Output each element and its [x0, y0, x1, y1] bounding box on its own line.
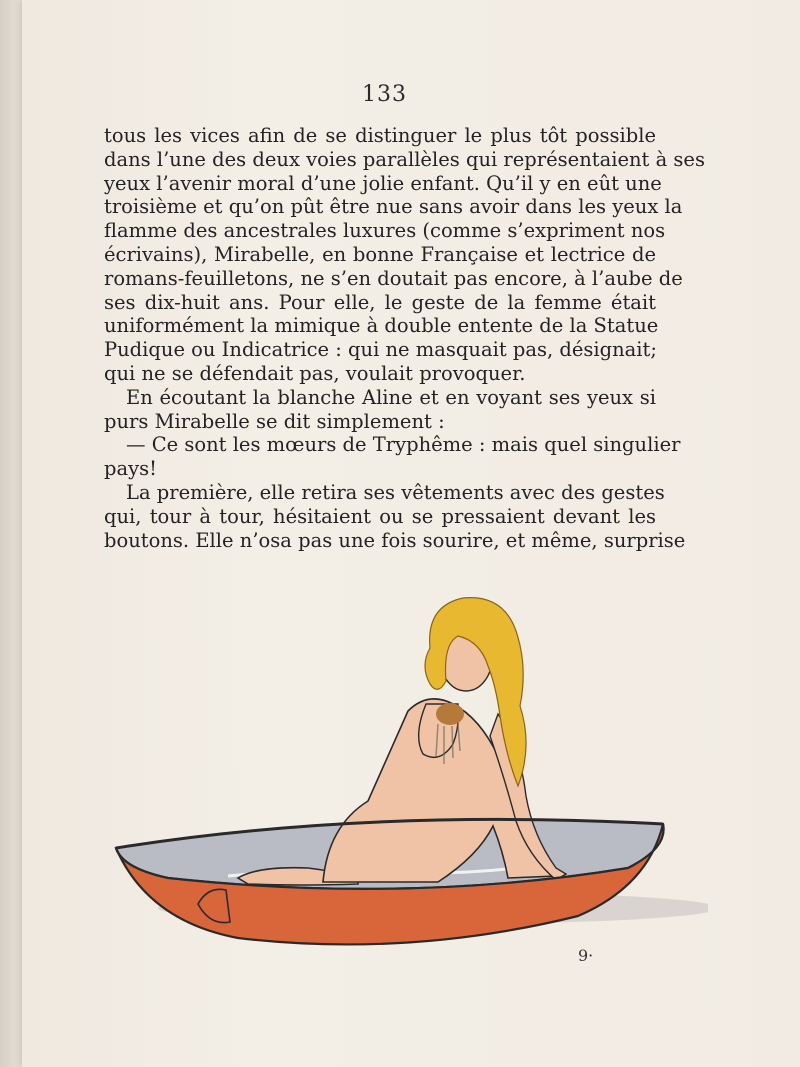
page-number: 133	[362, 82, 407, 107]
text-line: uniformément la mimique à double entente de la Statue	[104, 314, 659, 338]
text-line: dans l’une des deux voies parallèles qui représentaient à ses	[104, 147, 705, 171]
text-line: En écoutant la blanche Aline et en voyant ses yeux si	[126, 385, 656, 409]
text-line: tous les vices afin de se distinguer le plus tôt possible	[104, 124, 656, 147]
text-line: pays!	[104, 457, 157, 481]
text-line: purs Mirabelle se dit simplement :	[104, 409, 445, 433]
body-text	[104, 124, 705, 552]
text-line: La première, elle retira ses vêtements avec des gestes	[126, 480, 665, 504]
text-line: boutons. Elle n’osa pas une fois sourire, et même, surprise	[104, 528, 686, 552]
text-line: — Ce sont les mœurs de Tryphême : mais quel singulier	[126, 433, 681, 457]
text-line: yeux l’avenir moral d’une jolie enfant. Qu’il y en eût une	[104, 171, 662, 195]
text-line: romans-feuilletons, ne s’en doutait pas encore, à l’aube de	[104, 266, 683, 290]
bathtub-illustration	[108, 586, 708, 966]
text-line: flamme des ancestrales luxures (comme s’expriment nos	[104, 219, 666, 243]
text-line: qui, tour à tour, hésitaient ou se pressaient devant les	[104, 504, 656, 528]
page-gutter-edge	[0, 0, 22, 1067]
text-line: écrivains), Mirabelle, en bonne Française et lectrice de	[104, 242, 656, 266]
text-line: Pudique ou Indicatrice : qui ne masquait pas, désignait;	[104, 338, 657, 362]
text-line: troisième et qu’on pût être nue sans avoir dans les yeux la	[104, 195, 683, 219]
signature-mark: 9·	[578, 946, 594, 965]
text-line: qui ne se défendait pas, voulait provoquer.	[104, 361, 526, 385]
text-line: ses dix-huit ans. Pour elle, le geste de la femme était	[104, 290, 656, 314]
